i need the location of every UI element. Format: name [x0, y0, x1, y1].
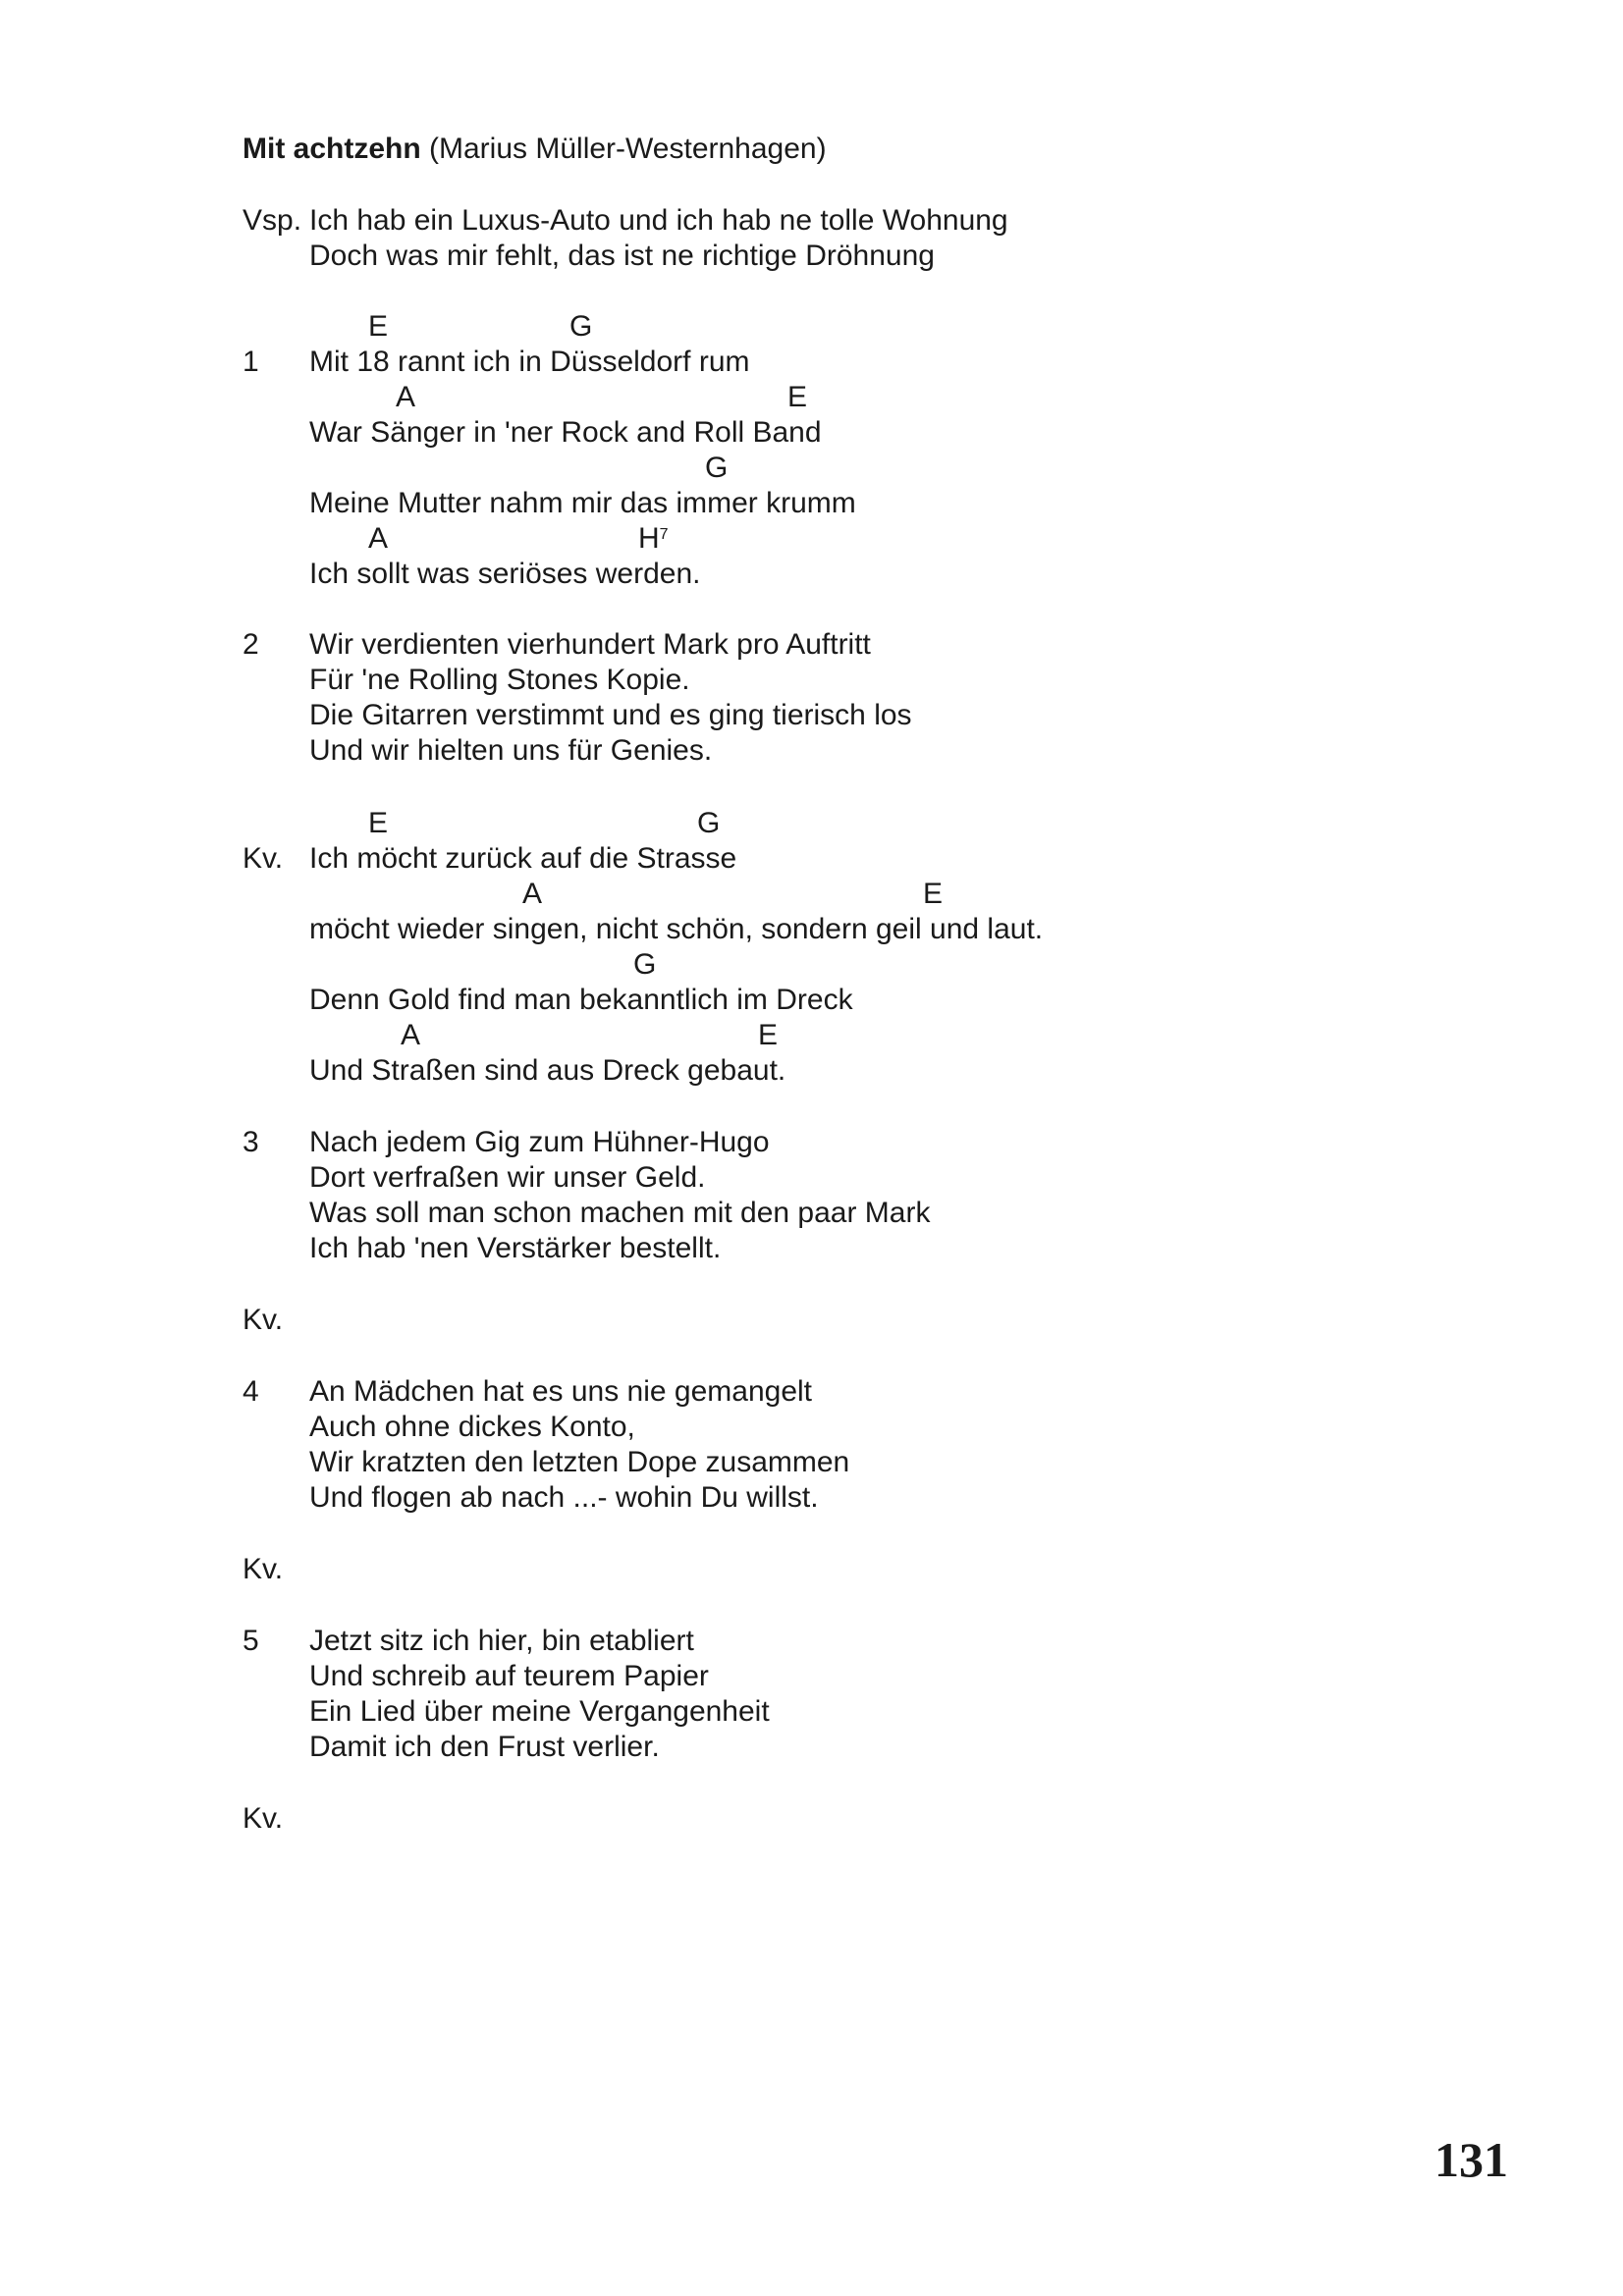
verse-4-line: An Mädchen hat es uns nie gemangelt — [309, 1375, 813, 1408]
verse-2-label: 2 — [243, 628, 259, 661]
verse-4-label: 4 — [243, 1375, 259, 1408]
chorus-line: möcht wieder singen, nicht schön, sondern geil und laut. — [309, 913, 1044, 945]
verse-5-line: Damit ich den Frust verlier. — [309, 1731, 660, 1763]
chord: E — [787, 381, 808, 413]
verse-2-line: Und wir hielten uns für Genies. — [309, 734, 713, 767]
verse-1-line: Meine Mutter nahm mir das immer krumm — [309, 487, 856, 519]
vorspiel-line: Ich hab ein Luxus-Auto und ich hab ne tolle Wohnung — [309, 204, 1008, 237]
chord: G — [633, 948, 657, 981]
chord: E — [758, 1019, 779, 1051]
verse-3-line: Dort verfraßen wir unser Geld. — [309, 1161, 706, 1194]
verse-1-line: War Sänger in 'ner Rock and Roll Band — [309, 416, 822, 449]
verse-5-line: Und schreib auf teurem Papier — [309, 1660, 709, 1692]
song-name: Mit achtzehn — [243, 133, 421, 165]
chord: A — [368, 522, 389, 555]
chord: A — [401, 1019, 421, 1051]
chord: G — [697, 807, 721, 839]
chord: A — [522, 878, 543, 910]
verse-1-line: Ich sollt was seriöses werden. — [309, 558, 701, 590]
chorus-line: Denn Gold find man bekanntlich im Dreck — [309, 984, 853, 1016]
chorus-reference: Kv. — [243, 1304, 284, 1336]
verse-2-line: Für 'ne Rolling Stones Kopie. — [309, 664, 690, 696]
chorus-reference: Kv. — [243, 1802, 284, 1835]
verse-5-line: Ein Lied über meine Vergangenheit — [309, 1695, 770, 1728]
chord-with-superscript: $H^7$ — [638, 522, 669, 555]
chorus-line: Ich möcht zurück auf die Strasse — [309, 842, 737, 875]
chorus-line: Und Straßen sind aus Dreck gebaut. — [309, 1054, 786, 1087]
verse-3-line: Nach jedem Gig zum Hühner-Hugo — [309, 1126, 770, 1158]
song-title — [243, 132, 827, 167]
verse-4-line: Auch ohne dickes Konto, — [309, 1411, 635, 1443]
verse-1-line: Mit 18 rannt ich in Düsseldorf rum — [309, 346, 750, 378]
vorspiel-label: Vsp. — [243, 204, 302, 237]
song-author: (Marius Müller-Westernhagen) — [429, 133, 827, 165]
verse-3-line: Ich hab 'nen Verstärker bestellt. — [309, 1232, 722, 1264]
verse-4-line: Wir kratzten den letzten Dope zusammen — [309, 1446, 850, 1478]
chord: G — [705, 452, 729, 484]
verse-3-label: 3 — [243, 1126, 259, 1158]
chord: E — [923, 878, 944, 910]
verse-5-line: Jetzt sitz ich hier, bin etabliert — [309, 1625, 694, 1657]
chord: A — [396, 381, 416, 413]
verse-2-line: Die Gitarren verstimmt und es ging tierisch los — [309, 699, 912, 731]
verse-4-line: Und flogen ab nach ...- wohin Du willst. — [309, 1481, 819, 1514]
verse-3-line: Was soll man schon machen mit den paar Mark — [309, 1197, 931, 1229]
vorspiel-line: Doch was mir fehlt, das ist ne richtige Dröhnung — [309, 240, 935, 272]
verse-2-line: Wir verdienten vierhundert Mark pro Auftritt — [309, 628, 871, 661]
page-number: 131 — [1434, 2132, 1508, 2187]
chorus-label: Kv. — [243, 842, 284, 875]
chorus-reference: Kv. — [243, 1553, 284, 1585]
chord: E — [368, 310, 389, 343]
verse-5-label: 5 — [243, 1625, 259, 1657]
verse-1-label: 1 — [243, 346, 259, 378]
chord: E — [368, 807, 389, 839]
chord: G — [569, 310, 593, 343]
